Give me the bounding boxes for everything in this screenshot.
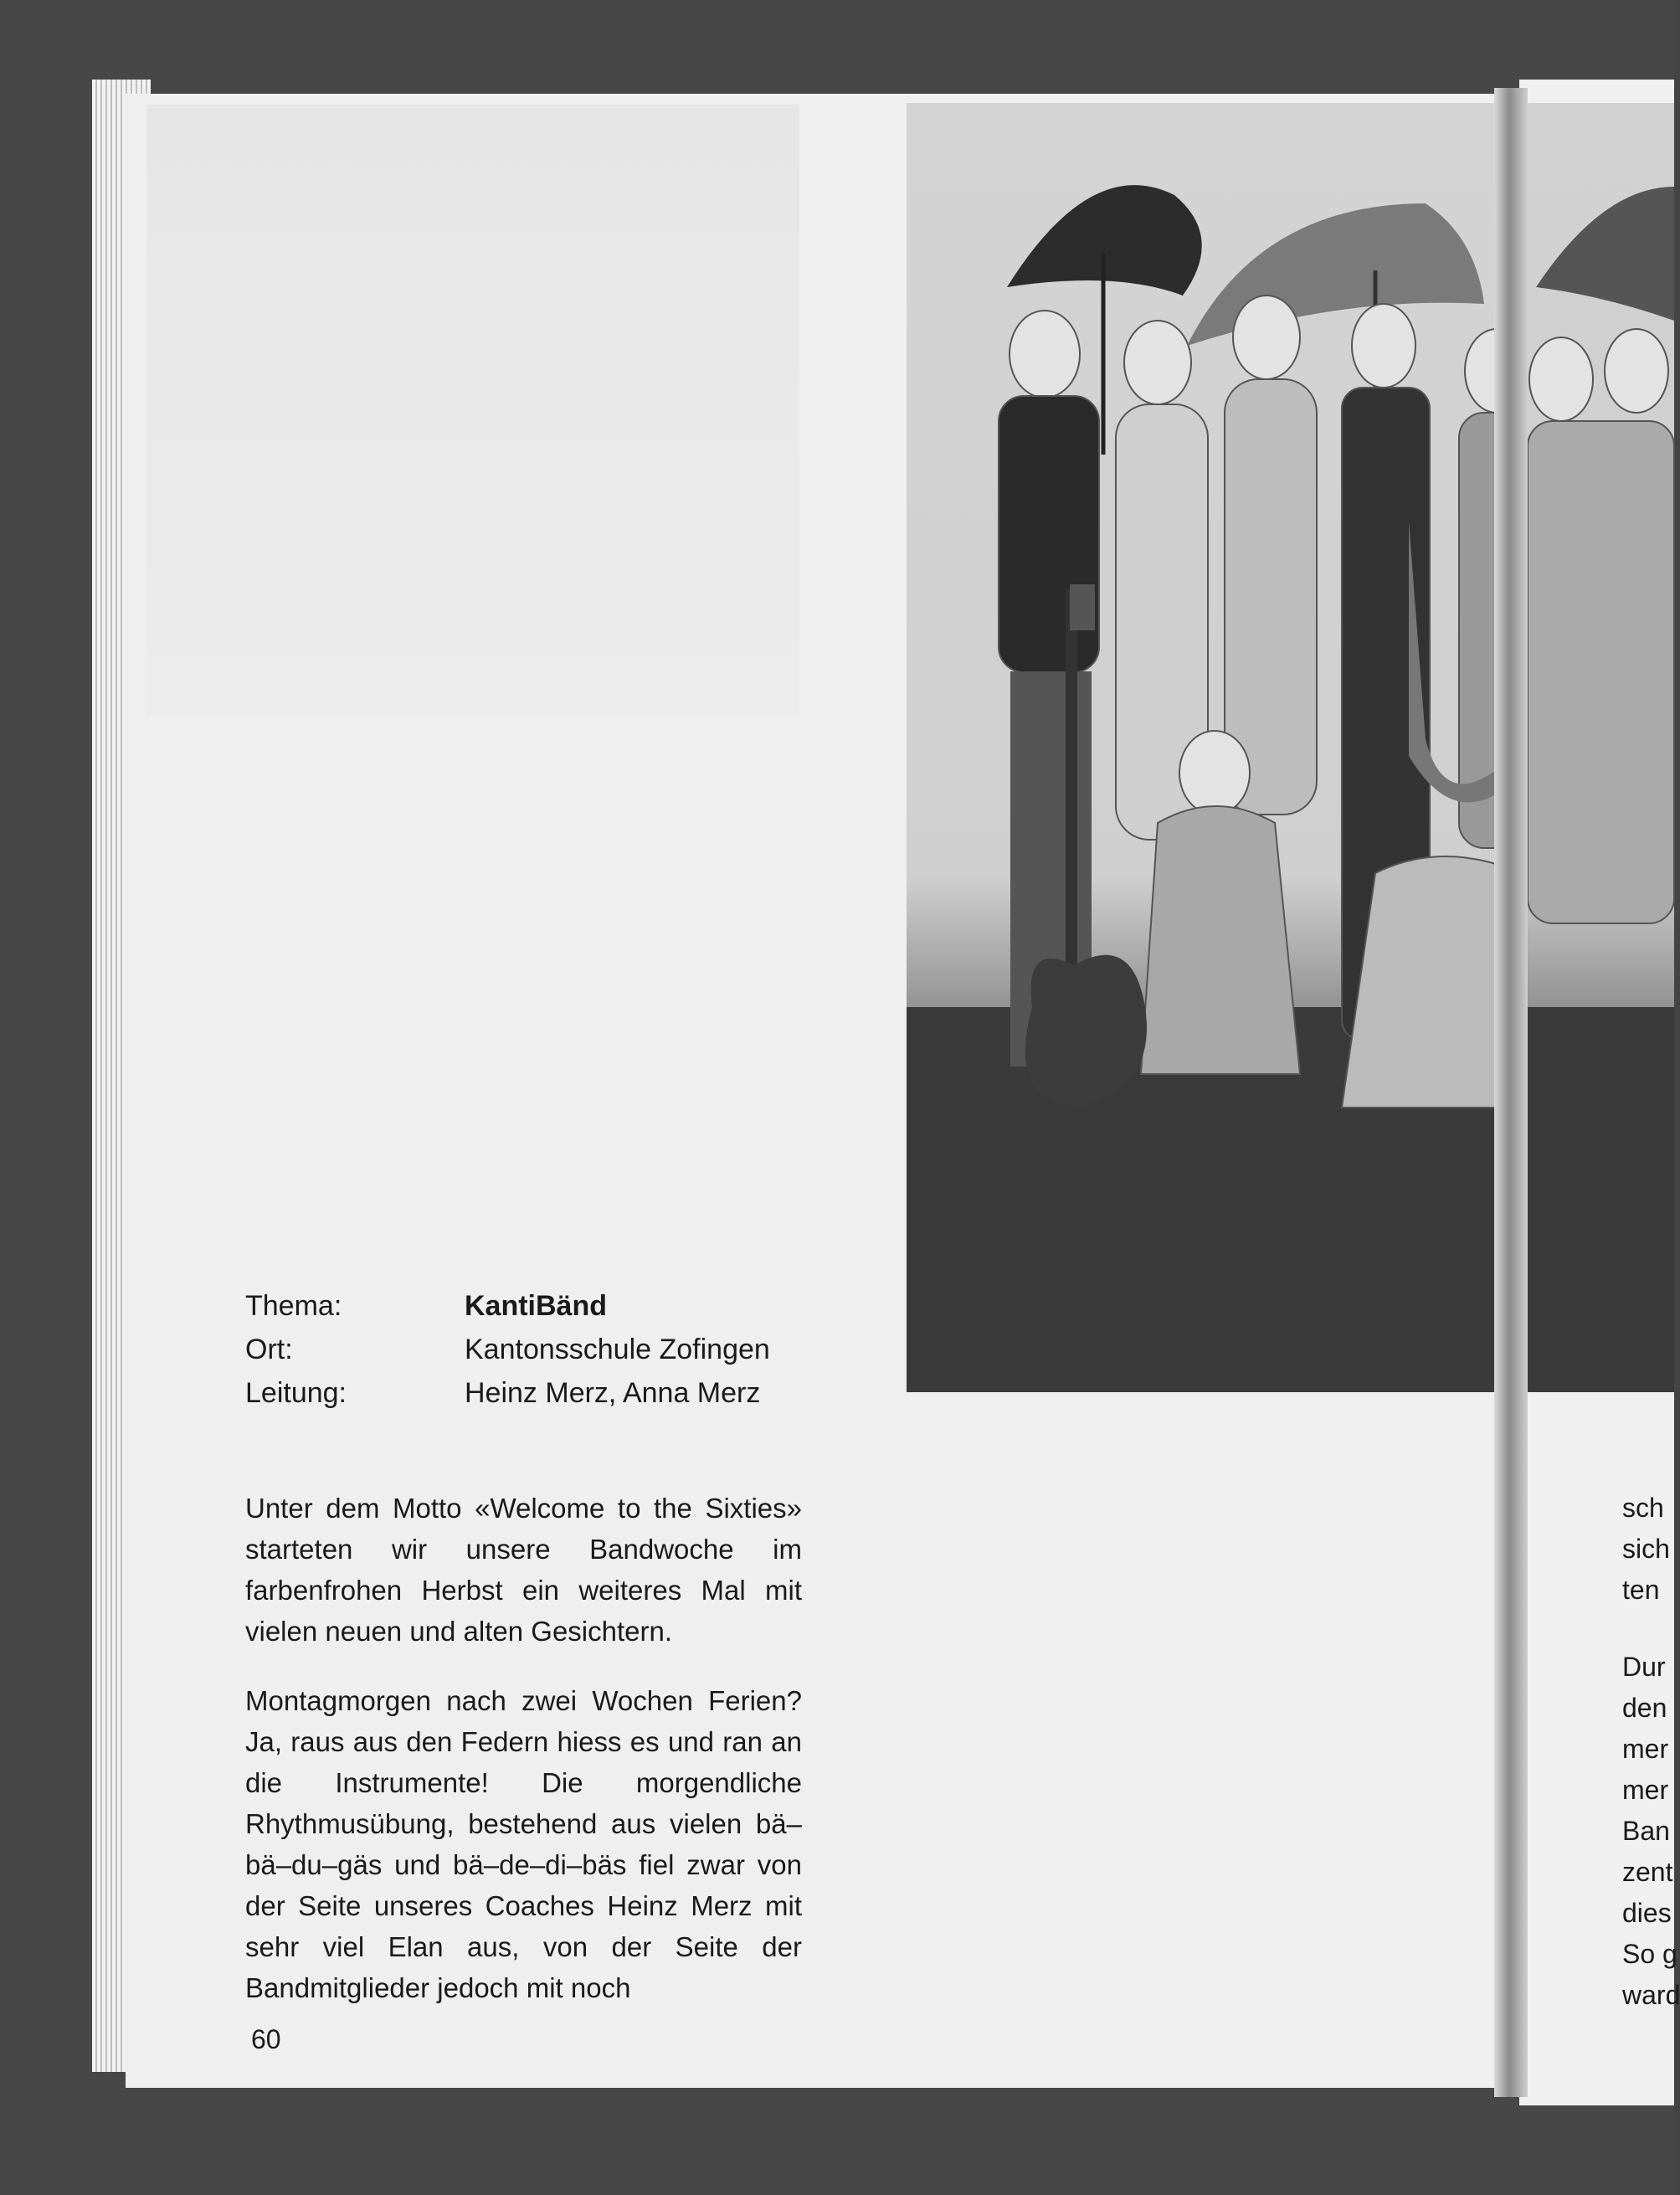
right-fragment: ward	[1622, 1980, 1680, 2010]
theme-label: Thema:	[245, 1290, 342, 1322]
page-number: 60	[251, 2024, 281, 2054]
right-fragment: mer	[1622, 1734, 1669, 1764]
right-fragment: Dur	[1622, 1652, 1666, 1682]
place-value: Kantonsschule Zofingen	[465, 1334, 770, 1365]
right-fragment: zent	[1622, 1857, 1673, 1887]
lead-label: Leitung:	[245, 1377, 347, 1409]
book-gutter	[1494, 88, 1528, 2097]
band-photo-continued	[1519, 103, 1674, 1392]
left-paragraph-2: Montagmorgen nach zwei Wochen Ferien? Ja, raus aus den Federn hiess es und ran an die Instrumente! Die morgendliche Rhythmusübung, bestehend aus vielen bä–bä–du–gäs und bä–de–di–bäs fiel zwar von der Seite unseres Coaches Heinz Merz mit sehr viel Elan aus, von der Seite der Bandmitglieder jedoch mit noch	[245, 1685, 802, 2003]
right-fragment: So g	[1622, 1939, 1677, 1969]
right-fragment: ten	[1622, 1575, 1660, 1605]
right-fragment: Ban	[1622, 1816, 1670, 1846]
right-fragment: den	[1622, 1693, 1667, 1723]
show-through-area	[146, 105, 799, 716]
theme-value: KantiBänd	[465, 1290, 607, 1322]
right-fragment: dies	[1622, 1898, 1672, 1928]
right-fragment: mer	[1622, 1775, 1669, 1805]
info-block	[245, 1285, 831, 1419]
middle-column	[860, 1488, 1412, 1516]
right-fragment: sich	[1622, 1534, 1670, 1564]
right-fragment: sch	[1622, 1493, 1664, 1523]
band-photo	[907, 103, 1522, 1392]
left-paragraph-1: Unter dem Motto «Welcome to the Sixties» starteten wir unsere Bandwoche im farbenfrohen Herbst ein weiteres Mal mit vielen neuen und alten Gesichtern.	[245, 1493, 802, 1647]
lead-value: Heinz Merz, Anna Merz	[465, 1377, 761, 1409]
place-label: Ort:	[245, 1334, 293, 1365]
left-column	[245, 1488, 802, 2037]
